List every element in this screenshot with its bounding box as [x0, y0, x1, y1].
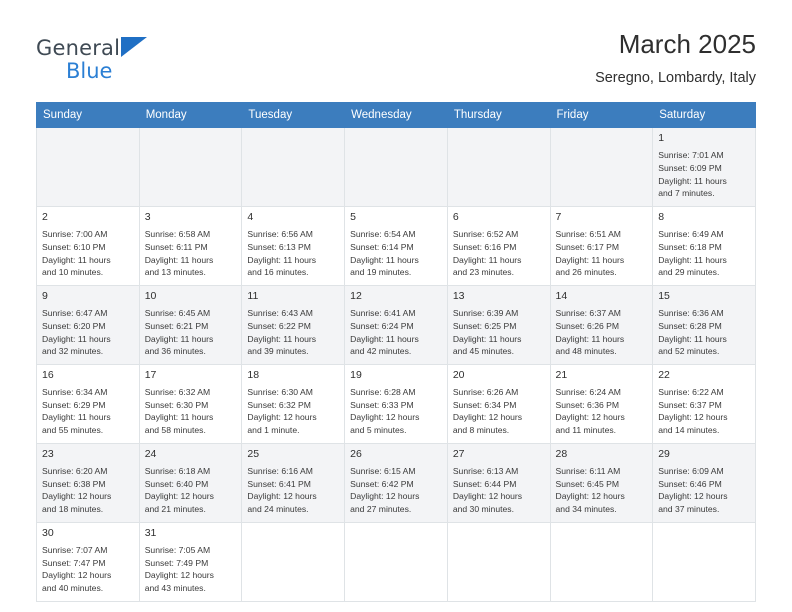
day-number: 19	[350, 368, 362, 381]
day-sunset-text: Sunset: 6:40 PM	[144, 478, 209, 489]
day-sunset-text: Sunset: 6:36 PM	[555, 399, 620, 410]
day-daylight2-text: and 19 minutes.	[350, 267, 412, 278]
day-sunrise-text: Sunrise: 7:01 AM	[658, 150, 724, 161]
day-sunset-text: Sunset: 6:14 PM	[350, 241, 414, 252]
day-sunset-text: Sunset: 6:22 PM	[247, 320, 311, 331]
day-number: 15	[658, 289, 670, 302]
day-daylight2-text: and 10 minutes.	[42, 267, 104, 278]
calendar-week-row	[37, 206, 756, 285]
day-daylight2-text: and 29 minutes.	[658, 267, 720, 278]
day-number: 30	[42, 526, 54, 539]
day-sunset-text: Sunset: 6:32 PM	[247, 399, 311, 410]
day-sunrise-text: Sunrise: 6:56 AM	[247, 229, 313, 240]
day-number: 22	[658, 368, 670, 381]
day-sunrise-text: Sunrise: 6:13 AM	[452, 466, 519, 477]
day-number: 18	[247, 368, 260, 381]
calendar-week-row	[37, 443, 756, 522]
calendar-week-row	[37, 522, 756, 601]
calendar-day-cell[interactable]	[653, 128, 756, 207]
calendar-day-cell[interactable]	[345, 206, 448, 285]
calendar-cell-empty	[447, 522, 550, 601]
day-sunrise-text: Sunrise: 6:39 AM	[452, 308, 519, 319]
calendar-day-cell[interactable]	[345, 443, 448, 522]
day-daylight1-text: Daylight: 11 hours	[42, 333, 111, 344]
day-daylight1-text: Daylight: 12 hours	[452, 491, 523, 502]
day-daylight2-text: and 26 minutes.	[555, 267, 617, 278]
day-number: 27	[452, 447, 465, 460]
day-details	[145, 307, 237, 358]
day-sunrise-text: Sunrise: 6:37 AM	[555, 308, 621, 319]
day-sunset-text: Sunset: 6:46 PM	[658, 478, 722, 489]
day-number: 2	[42, 210, 48, 223]
weekday-header-tuesday: Tuesday	[242, 103, 345, 128]
day-sunset-text: Sunset: 6:45 PM	[555, 478, 620, 489]
day-sunset-text: Sunset: 6:18 PM	[658, 241, 722, 252]
calendar-day-cell[interactable]	[550, 285, 653, 364]
calendar-day-cell[interactable]	[345, 285, 448, 364]
calendar-day-cell[interactable]	[139, 443, 242, 522]
day-daylight2-text: and 7 minutes.	[658, 188, 715, 199]
day-daylight2-text: and 1 minute.	[247, 425, 300, 436]
day-number: 5	[350, 210, 356, 223]
day-daylight1-text: Daylight: 11 hours	[144, 412, 214, 423]
day-number: 4	[247, 210, 254, 223]
day-details	[247, 386, 339, 437]
day-sunset-text: Sunset: 6:37 PM	[658, 399, 722, 410]
day-number: 23	[42, 447, 54, 460]
day-sunset-text: Sunset: 6:38 PM	[42, 478, 106, 489]
day-sunset-text: Sunset: 6:29 PM	[42, 399, 106, 410]
day-sunrise-text: Sunrise: 6:26 AM	[452, 387, 519, 398]
day-daylight2-text: and 45 minutes.	[452, 346, 514, 357]
brand-name-blue: Blue	[66, 59, 113, 83]
day-number: 25	[247, 447, 260, 460]
day-daylight1-text: Daylight: 11 hours	[144, 333, 214, 344]
calendar-day-cell[interactable]	[653, 285, 756, 364]
calendar-day-cell[interactable]	[242, 206, 345, 285]
day-daylight1-text: Daylight: 12 hours	[42, 491, 112, 502]
day-details	[658, 149, 750, 200]
day-number: 6	[452, 210, 459, 223]
day-details	[350, 386, 442, 437]
day-details	[453, 228, 545, 279]
calendar-table	[36, 102, 756, 602]
day-sunset-text: Sunset: 6:25 PM	[452, 320, 517, 331]
day-daylight1-text: Daylight: 12 hours	[452, 412, 523, 423]
day-daylight2-text: and 42 minutes.	[350, 346, 412, 357]
day-daylight2-text: and 39 minutes.	[247, 346, 309, 357]
day-number: 14	[555, 289, 568, 302]
day-sunset-text: Sunset: 6:34 PM	[452, 399, 517, 410]
calendar-day-cell[interactable]	[447, 285, 550, 364]
calendar-day-cell[interactable]	[242, 364, 345, 443]
day-daylight1-text: Daylight: 11 hours	[42, 254, 111, 265]
day-daylight2-text: and 21 minutes.	[144, 503, 206, 514]
calendar-cell-empty	[242, 522, 345, 601]
day-sunrise-text: Sunrise: 6:16 AM	[247, 466, 313, 477]
day-daylight1-text: Daylight: 11 hours	[247, 333, 317, 344]
calendar-day-cell[interactable]	[550, 364, 653, 443]
day-sunrise-text: Sunrise: 6:49 AM	[658, 229, 724, 240]
location-label: Seregno, Lombardy, Italy	[595, 69, 756, 86]
day-sunset-text: Sunset: 6:13 PM	[247, 241, 311, 252]
day-number: 9	[42, 289, 48, 302]
day-details	[658, 307, 750, 358]
calendar-day-cell[interactable]	[653, 206, 756, 285]
page-header	[36, 28, 756, 90]
calendar-day-cell[interactable]	[139, 285, 242, 364]
day-daylight2-text: and 40 minutes.	[42, 582, 104, 593]
day-sunrise-text: Sunrise: 6:24 AM	[555, 387, 621, 398]
calendar-day-cell[interactable]	[139, 364, 242, 443]
day-sunrise-text: Sunrise: 6:41 AM	[350, 308, 416, 319]
day-details	[658, 228, 750, 279]
day-sunset-text: Sunset: 7:49 PM	[144, 557, 209, 568]
calendar-day-cell[interactable]	[653, 443, 756, 522]
day-sunrise-text: Sunrise: 6:45 AM	[144, 308, 211, 319]
day-sunrise-text: Sunrise: 6:28 AM	[350, 387, 416, 398]
calendar-body	[37, 128, 756, 602]
brand-name-general: General	[36, 36, 121, 60]
day-sunrise-text: Sunrise: 7:07 AM	[42, 545, 108, 556]
day-daylight1-text: Daylight: 12 hours	[144, 570, 214, 581]
day-sunrise-text: Sunrise: 6:30 AM	[247, 387, 313, 398]
day-daylight1-text: Daylight: 11 hours	[452, 333, 522, 344]
day-daylight1-text: Daylight: 11 hours	[555, 254, 625, 265]
day-details	[247, 228, 339, 279]
day-number: 13	[452, 289, 465, 302]
day-daylight2-text: and 55 minutes.	[42, 425, 104, 436]
day-number: 20	[452, 368, 465, 381]
day-details	[42, 544, 134, 595]
day-daylight1-text: Daylight: 12 hours	[144, 491, 214, 502]
calendar-day-cell[interactable]	[37, 364, 140, 443]
day-number: 24	[144, 447, 157, 460]
day-daylight2-text: and 30 minutes.	[452, 503, 514, 514]
day-sunrise-text: Sunrise: 6:11 AM	[555, 466, 621, 477]
day-details	[453, 465, 545, 516]
day-daylight2-text: and 48 minutes.	[555, 346, 617, 357]
day-number: 26	[350, 447, 362, 460]
calendar-cell-empty	[345, 128, 448, 207]
day-daylight2-text: and 11 minutes.	[555, 425, 617, 436]
day-daylight1-text: Daylight: 11 hours	[144, 254, 214, 265]
day-sunset-text: Sunset: 6:26 PM	[555, 320, 620, 331]
day-details	[42, 465, 134, 516]
weekday-header-monday: Monday	[139, 103, 242, 128]
calendar-day-cell[interactable]	[139, 206, 242, 285]
day-daylight1-text: Daylight: 12 hours	[658, 412, 728, 423]
day-details	[453, 307, 545, 358]
day-details	[42, 307, 134, 358]
day-number: 8	[658, 210, 665, 223]
day-daylight1-text: Daylight: 12 hours	[658, 491, 728, 502]
calendar-cell-empty	[345, 522, 448, 601]
day-sunrise-text: Sunrise: 6:09 AM	[658, 466, 724, 477]
day-sunset-text: Sunset: 6:42 PM	[350, 478, 414, 489]
day-details	[247, 465, 339, 516]
day-daylight2-text: and 5 minutes.	[350, 425, 407, 436]
calendar-cell-empty	[37, 128, 140, 207]
day-daylight1-text: Daylight: 11 hours	[350, 333, 419, 344]
calendar-week-row	[37, 364, 756, 443]
weekday-header-thursday: Thursday	[447, 103, 550, 128]
day-daylight1-text: Daylight: 11 hours	[658, 333, 727, 344]
day-daylight2-text: and 34 minutes.	[555, 503, 617, 514]
brand-logo	[36, 28, 147, 82]
calendar-day-cell[interactable]	[242, 285, 345, 364]
day-daylight2-text: and 24 minutes.	[247, 503, 309, 514]
day-details	[42, 228, 134, 279]
calendar-cell-empty	[139, 128, 242, 207]
day-number: 11	[247, 289, 259, 302]
day-daylight2-text: and 14 minutes.	[658, 425, 720, 436]
day-sunset-text: Sunset: 6:28 PM	[658, 320, 722, 331]
calendar-day-cell[interactable]	[37, 206, 140, 285]
day-sunrise-text: Sunrise: 6:18 AM	[144, 466, 211, 477]
day-sunrise-text: Sunrise: 6:58 AM	[144, 229, 211, 240]
day-details	[453, 386, 545, 437]
day-daylight1-text: Daylight: 12 hours	[42, 570, 112, 581]
weekday-header-sunday: Sunday	[37, 103, 140, 128]
title-block	[595, 28, 756, 86]
day-details	[145, 228, 237, 279]
day-details	[145, 544, 237, 595]
day-sunrise-text: Sunrise: 7:00 AM	[42, 229, 108, 240]
brand-logo-top	[36, 38, 147, 59]
day-sunset-text: Sunset: 6:17 PM	[555, 241, 620, 252]
day-daylight2-text: and 58 minutes.	[144, 425, 206, 436]
day-daylight2-text: and 43 minutes.	[144, 582, 206, 593]
day-number: 1	[658, 132, 665, 144]
calendar-cell-empty	[550, 522, 653, 601]
day-details	[556, 386, 648, 437]
day-number: 31	[144, 526, 157, 539]
weekday-header-wednesday: Wednesday	[345, 103, 448, 128]
day-number: 7	[555, 210, 562, 223]
day-sunrise-text: Sunrise: 6:51 AM	[555, 229, 621, 240]
day-daylight1-text: Daylight: 11 hours	[452, 254, 522, 265]
day-sunset-text: Sunset: 6:10 PM	[42, 241, 106, 252]
day-sunset-text: Sunset: 6:24 PM	[350, 320, 414, 331]
day-details	[350, 228, 442, 279]
day-sunrise-text: Sunrise: 6:36 AM	[658, 308, 724, 319]
day-daylight2-text: and 16 minutes.	[247, 267, 309, 278]
calendar-day-cell[interactable]	[37, 285, 140, 364]
day-daylight1-text: Daylight: 11 hours	[658, 175, 727, 186]
day-sunrise-text: Sunrise: 6:15 AM	[350, 466, 416, 477]
calendar-day-cell[interactable]	[447, 206, 550, 285]
day-daylight1-text: Daylight: 12 hours	[350, 491, 420, 502]
day-number: 16	[42, 368, 54, 381]
day-sunset-text: Sunset: 7:47 PM	[42, 557, 106, 568]
calendar-header-row	[37, 103, 756, 128]
day-daylight1-text: Daylight: 12 hours	[555, 412, 625, 423]
day-sunset-text: Sunset: 6:44 PM	[452, 478, 517, 489]
calendar-day-cell[interactable]	[447, 364, 550, 443]
day-daylight1-text: Daylight: 11 hours	[247, 254, 317, 265]
day-details	[556, 465, 648, 516]
day-number: 10	[144, 289, 157, 302]
day-number: 21	[555, 368, 568, 381]
calendar-cell-empty	[550, 128, 653, 207]
day-sunset-text: Sunset: 6:11 PM	[144, 241, 208, 252]
day-sunrise-text: Sunrise: 7:05 AM	[144, 545, 211, 556]
calendar-day-cell[interactable]	[37, 522, 140, 601]
calendar-week-row	[37, 128, 756, 207]
day-details	[556, 307, 648, 358]
calendar-cell-empty	[447, 128, 550, 207]
day-sunrise-text: Sunrise: 6:47 AM	[42, 308, 108, 319]
calendar-day-cell[interactable]	[447, 443, 550, 522]
calendar-cell-empty	[242, 128, 345, 207]
weekday-header-friday: Friday	[550, 103, 653, 128]
day-sunset-text: Sunset: 6:33 PM	[350, 399, 414, 410]
day-daylight2-text: and 37 minutes.	[658, 503, 720, 514]
day-sunset-text: Sunset: 6:41 PM	[247, 478, 311, 489]
day-details	[350, 307, 442, 358]
day-daylight2-text: and 52 minutes.	[658, 346, 720, 357]
day-sunset-text: Sunset: 6:20 PM	[42, 320, 106, 331]
day-sunrise-text: Sunrise: 6:43 AM	[247, 308, 313, 319]
day-details	[658, 465, 750, 516]
day-sunrise-text: Sunrise: 6:52 AM	[452, 229, 519, 240]
day-number: 12	[350, 289, 362, 302]
day-daylight2-text: and 36 minutes.	[144, 346, 206, 357]
day-sunrise-text: Sunrise: 6:54 AM	[350, 229, 416, 240]
calendar-day-cell[interactable]	[345, 364, 448, 443]
weekday-header-saturday: Saturday	[653, 103, 756, 128]
calendar-day-cell[interactable]	[653, 364, 756, 443]
calendar-day-cell[interactable]	[37, 443, 140, 522]
day-details	[145, 386, 237, 437]
day-daylight1-text: Daylight: 12 hours	[350, 412, 420, 423]
day-details	[145, 465, 237, 516]
day-daylight1-text: Daylight: 12 hours	[555, 491, 625, 502]
day-number: 17	[144, 368, 157, 381]
day-sunset-text: Sunset: 6:16 PM	[452, 241, 517, 252]
day-details	[247, 307, 339, 358]
calendar-day-cell[interactable]	[550, 206, 653, 285]
calendar-day-cell[interactable]	[139, 522, 242, 601]
day-daylight1-text: Daylight: 11 hours	[350, 254, 419, 265]
day-daylight1-text: Daylight: 12 hours	[247, 412, 317, 423]
day-number: 3	[144, 210, 151, 223]
day-daylight2-text: and 32 minutes.	[42, 346, 104, 357]
day-daylight2-text: and 13 minutes.	[144, 267, 206, 278]
day-details	[350, 465, 442, 516]
calendar-cell-empty	[653, 522, 756, 601]
day-sunrise-text: Sunrise: 6:20 AM	[42, 466, 108, 477]
day-daylight1-text: Daylight: 11 hours	[555, 333, 625, 344]
page-title: March 2025	[618, 29, 756, 59]
day-sunrise-text: Sunrise: 6:22 AM	[658, 387, 724, 398]
day-daylight1-text: Daylight: 11 hours	[42, 412, 111, 423]
day-daylight2-text: and 18 minutes.	[42, 503, 104, 514]
day-sunrise-text: Sunrise: 6:32 AM	[144, 387, 211, 398]
day-daylight1-text: Daylight: 12 hours	[247, 491, 317, 502]
day-sunrise-text: Sunrise: 6:34 AM	[42, 387, 108, 398]
day-details	[658, 386, 750, 437]
calendar-week-row	[37, 285, 756, 364]
day-details	[42, 386, 134, 437]
day-sunset-text: Sunset: 6:21 PM	[144, 320, 209, 331]
day-daylight2-text: and 23 minutes.	[452, 267, 514, 278]
flag-icon	[121, 37, 147, 57]
day-sunset-text: Sunset: 6:09 PM	[658, 163, 722, 174]
day-number: 28	[555, 447, 568, 460]
day-daylight1-text: Daylight: 11 hours	[658, 254, 727, 265]
day-daylight2-text: and 8 minutes.	[452, 425, 510, 436]
calendar-day-cell[interactable]	[550, 443, 653, 522]
day-number: 29	[658, 447, 670, 460]
day-details	[556, 228, 648, 279]
calendar-day-cell[interactable]	[242, 443, 345, 522]
day-daylight2-text: and 27 minutes.	[350, 503, 412, 514]
day-sunset-text: Sunset: 6:30 PM	[144, 399, 209, 410]
